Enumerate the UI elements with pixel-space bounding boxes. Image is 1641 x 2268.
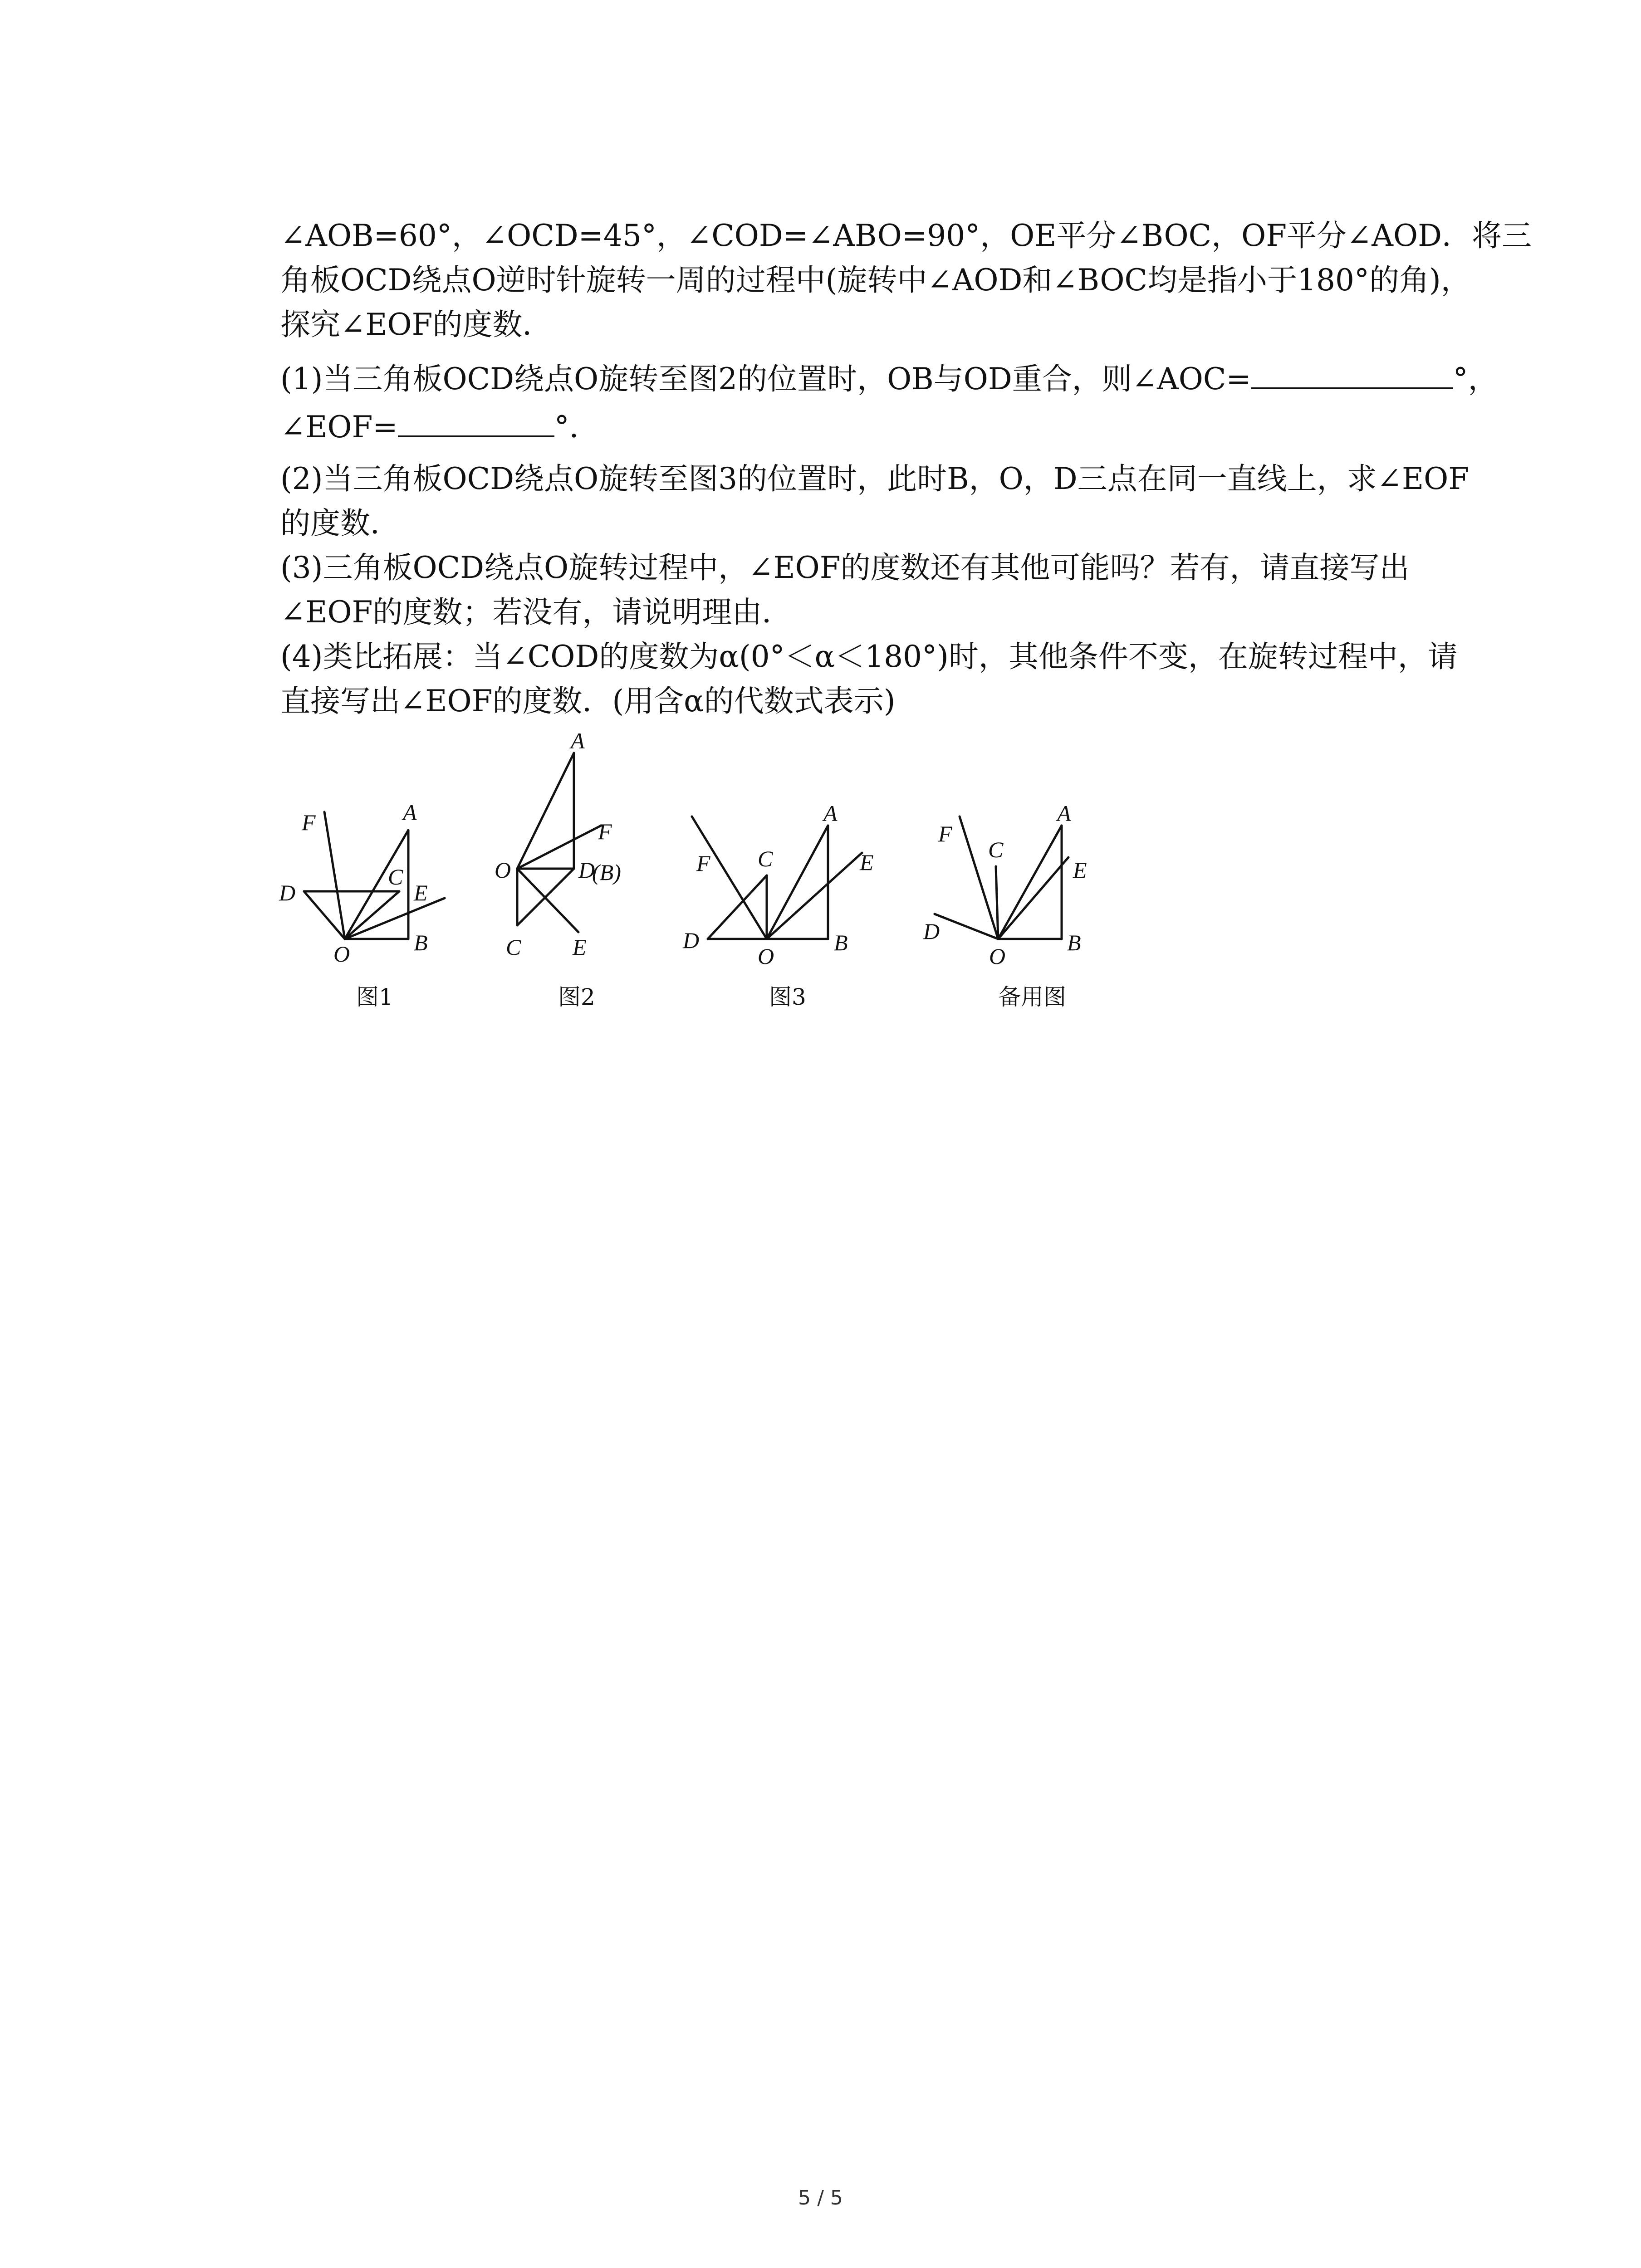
- spare-label-e: E: [1073, 857, 1087, 883]
- question-3-line-1: (3)三角板OCD绕点O旋转过程中，∠EOF的度数还有其他可能吗？若有，请直接写出: [280, 550, 1410, 585]
- fig2-label-a: A: [571, 728, 585, 753]
- question-1-degree: °，: [1453, 362, 1498, 396]
- fig1-label-c: C: [388, 864, 403, 890]
- fig2-label-o: O: [495, 857, 511, 883]
- spare-label-o: O: [989, 943, 1006, 969]
- question-1b-degree: °．: [554, 410, 599, 445]
- page-number: 5 / 5: [798, 2186, 843, 2209]
- spare-ray-oc: [996, 866, 998, 939]
- fig3-segment-oa: [767, 826, 828, 939]
- spare-label-c: C: [988, 837, 1004, 862]
- fig2-label-f: F: [598, 819, 612, 844]
- spare-label-d: D: [923, 919, 940, 944]
- fig2-label-b: (B): [592, 860, 621, 885]
- fig1-ray-oe: [345, 898, 445, 939]
- fig3-ray-oe: [767, 853, 862, 939]
- fig2-caption: 图2: [558, 984, 595, 1010]
- question-4-line-1: (4)类比拓展：当∠COD的度数为α(0°＜α＜180°)时，其他条件不变，在旋转过程中，请: [280, 639, 1458, 674]
- fig1-label-o: O: [333, 941, 350, 967]
- fig1-label-b: B: [414, 930, 428, 955]
- fig3-ray-of: [692, 816, 767, 939]
- fig1-label-a: A: [403, 800, 417, 825]
- fig2-ray-oe: [517, 869, 578, 932]
- fig3-label-a: A: [823, 801, 838, 826]
- question-3-line-2: ∠EOF的度数；若没有，请说明理由．: [280, 595, 792, 630]
- figure-3: [682, 801, 874, 1010]
- question-2-line-2: 的度数．: [280, 506, 400, 541]
- spare-segment-oa: [998, 826, 1062, 939]
- fig2-label-c: C: [506, 934, 521, 960]
- figures-area: [0, 0, 1641, 1043]
- spare-label-b: B: [1067, 930, 1081, 955]
- spare-label-f: F: [938, 821, 952, 846]
- fig3-label-f: F: [696, 850, 710, 876]
- fig3-label-b: B: [834, 930, 848, 955]
- fig3-label-o: O: [758, 943, 774, 969]
- fig1-caption: 图1: [356, 984, 393, 1010]
- fig3-label-d: D: [683, 928, 700, 953]
- fig3-label-c: C: [758, 846, 773, 871]
- figure-1: [279, 800, 445, 1010]
- spare-ray-of: [960, 816, 998, 939]
- question-4-line-2: 直接写出∠EOF的度数．(用含α的代数式表示): [280, 684, 896, 719]
- fig1-label-d: D: [279, 880, 296, 905]
- spare-ray-oe: [998, 857, 1068, 939]
- fig2-segment-oa: [517, 753, 574, 869]
- figure-spare: [923, 801, 1087, 1010]
- fig1-label-f: F: [302, 810, 316, 835]
- spare-ray-od: [935, 914, 998, 939]
- problem-line-3: 探究∠EOF的度数．: [280, 307, 553, 342]
- problem-line-1: ∠AOB=60°，∠OCD=45°，∠COD=∠ABO=90°，OE平分∠BOC，OF平分∠AOD．将三: [280, 218, 1532, 253]
- fig3-label-e: E: [860, 850, 874, 875]
- question-1b-text: ∠EOF=: [280, 410, 398, 445]
- figure-2: [495, 728, 621, 1010]
- fig2-label-e: E: [573, 934, 587, 960]
- fig1-segment-oc: [345, 891, 399, 939]
- question-2-line-1: (2)当三角板OCD绕点O旋转至图3的位置时，此时B，O，D三点在同一直线上，求∠EOF: [280, 461, 1470, 496]
- fig3-segment-dc: [708, 875, 767, 939]
- fig3-caption: 图3: [769, 984, 806, 1010]
- question-1-text: (1)当三角板OCD绕点O旋转至图2的位置时，OB与OD重合，则∠AOC=: [280, 362, 1251, 396]
- fig2-label-d: D: [578, 857, 595, 883]
- spare-label-a: A: [1057, 801, 1071, 826]
- fig1-label-e: E: [414, 880, 428, 905]
- spare-caption: 备用图: [998, 984, 1066, 1010]
- problem-line-2: 角板OCD绕点O逆时针旋转一周的过程中(旋转中∠AOD和∠BOC均是指小于180°的角)，: [280, 263, 1471, 298]
